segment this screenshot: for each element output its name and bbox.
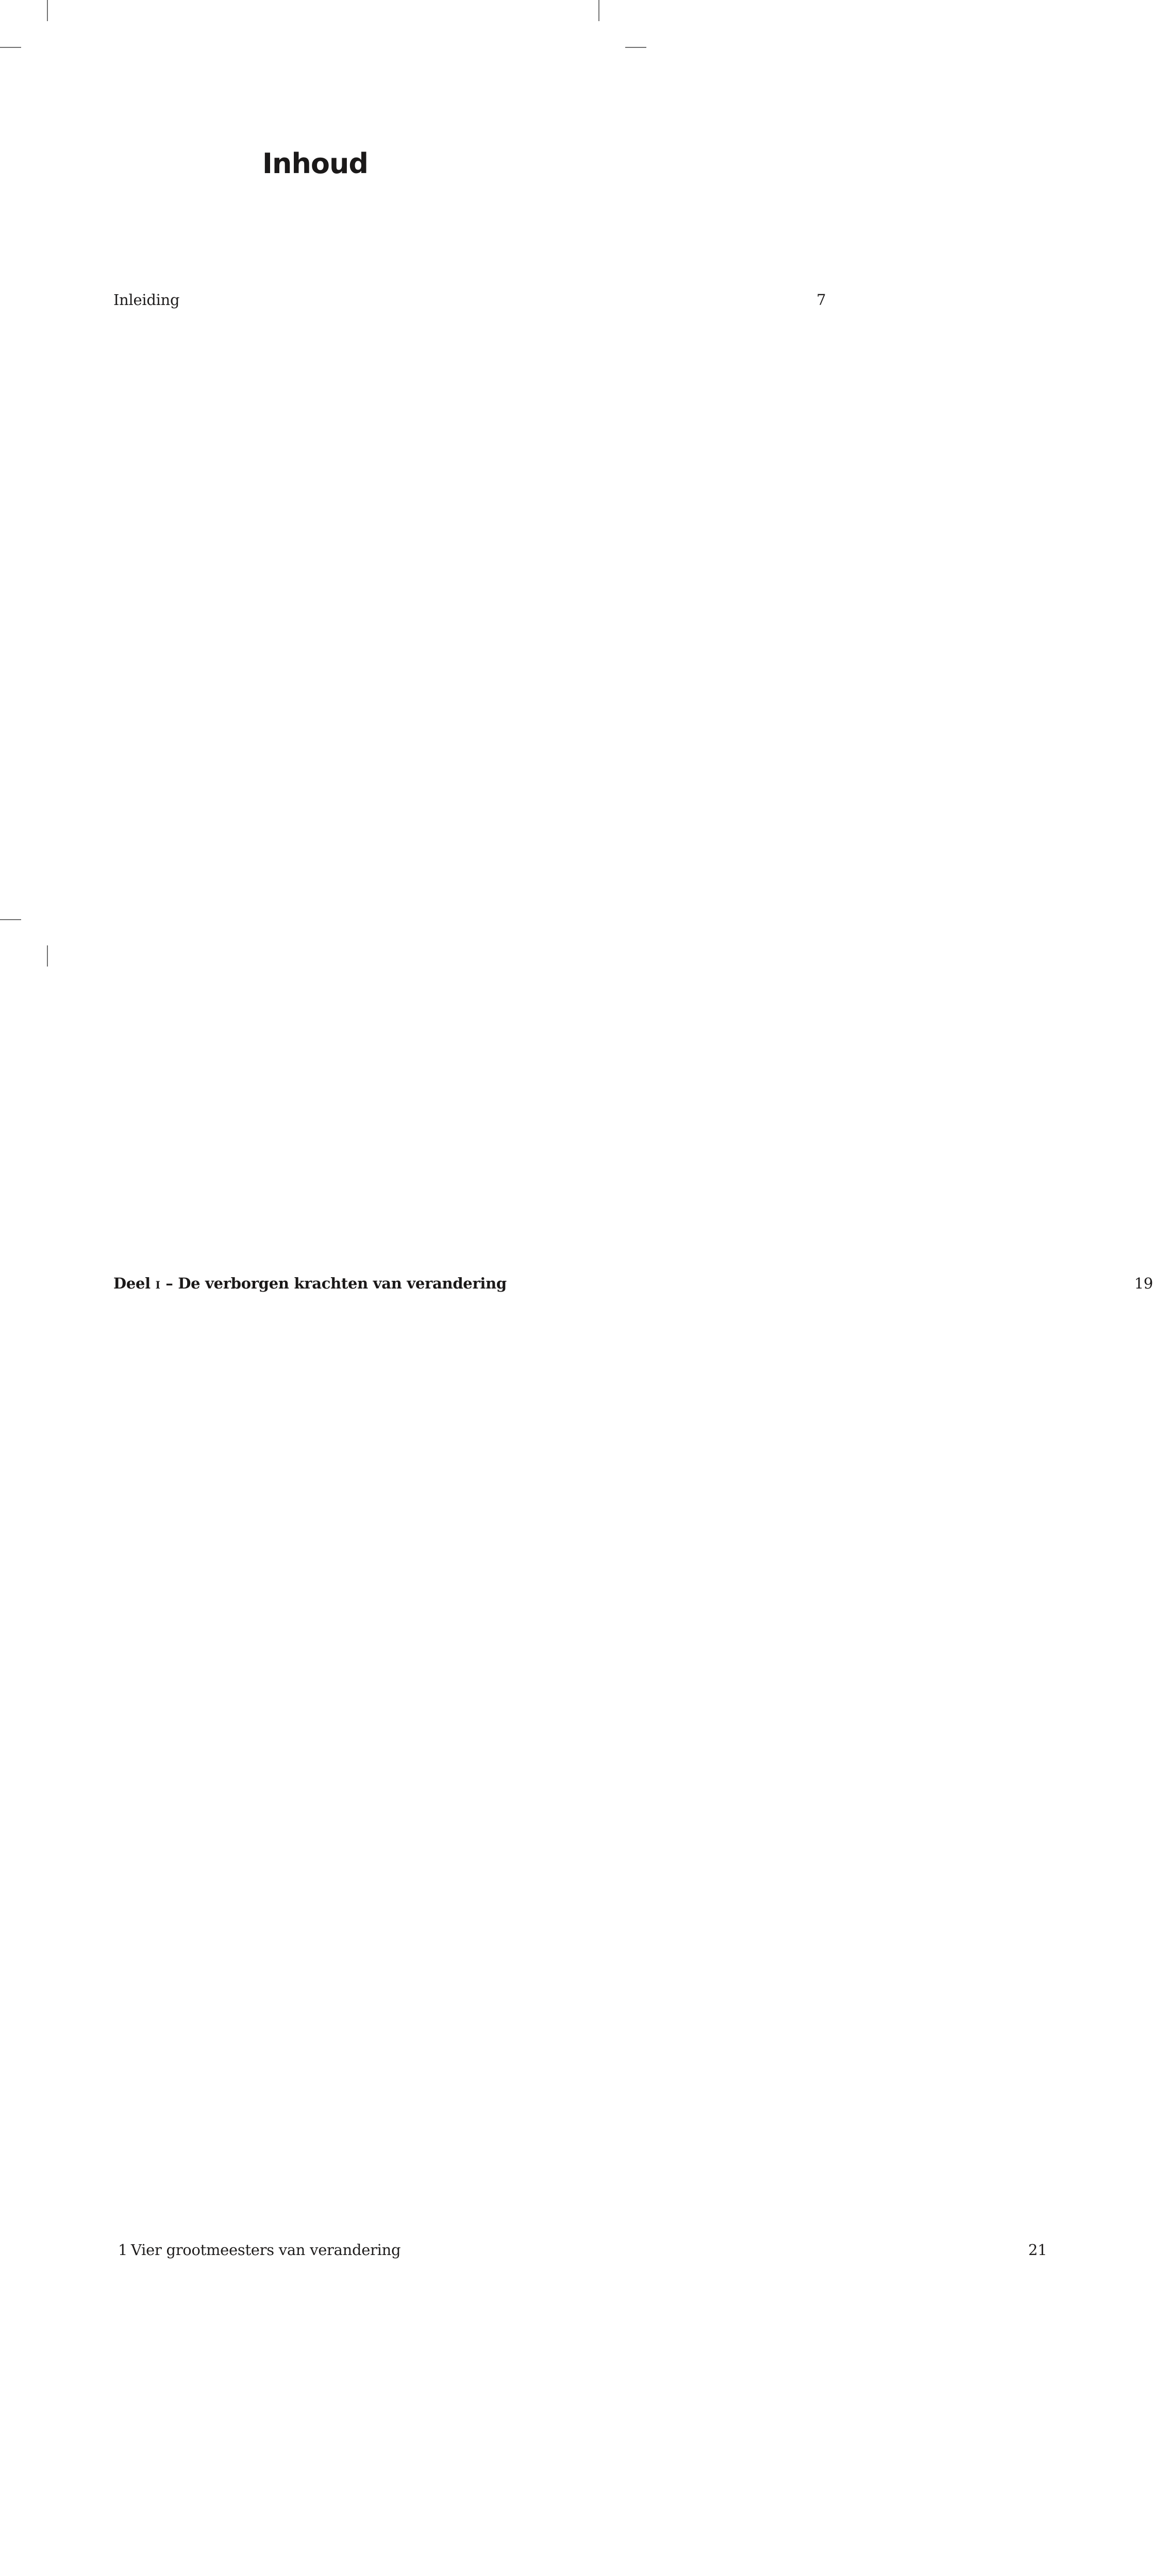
chapter-number: 1: [118, 2241, 128, 2259]
part-prefix: Deel: [113, 1275, 151, 1292]
part-separator: –: [165, 1275, 173, 1292]
page-number: 7: [179, 289, 826, 1256]
toc-entry-label: Inleiding: [113, 291, 180, 309]
part-title-text: De verborgen krachten van verandering: [178, 1275, 507, 1292]
toc-intro-row: [113, 289, 826, 1256]
toc-chapter-row: [113, 2239, 1047, 2576]
chapter-title-line: Vier grootmeesters van verandering: [131, 2241, 401, 2259]
toc-part-row: [113, 1273, 1153, 2239]
crop-mark-top-right-horizontal: [625, 47, 646, 48]
crop-mark-bottom-left-horizontal: [0, 919, 21, 920]
crop-mark-top-left-horizontal: [0, 47, 21, 48]
page-number: 21: [400, 2239, 1047, 2576]
crop-mark-top-right-vertical: [598, 0, 599, 21]
crop-mark-bottom-left-vertical: [47, 945, 48, 967]
crop-mark-top-left-vertical: [47, 0, 48, 21]
page-title: Inhoud: [262, 147, 369, 180]
toc-list: [113, 289, 1153, 2576]
page-number: 19: [507, 1273, 1153, 2239]
part-title: [113, 1273, 507, 1295]
part-numeral: i: [155, 1275, 161, 1292]
